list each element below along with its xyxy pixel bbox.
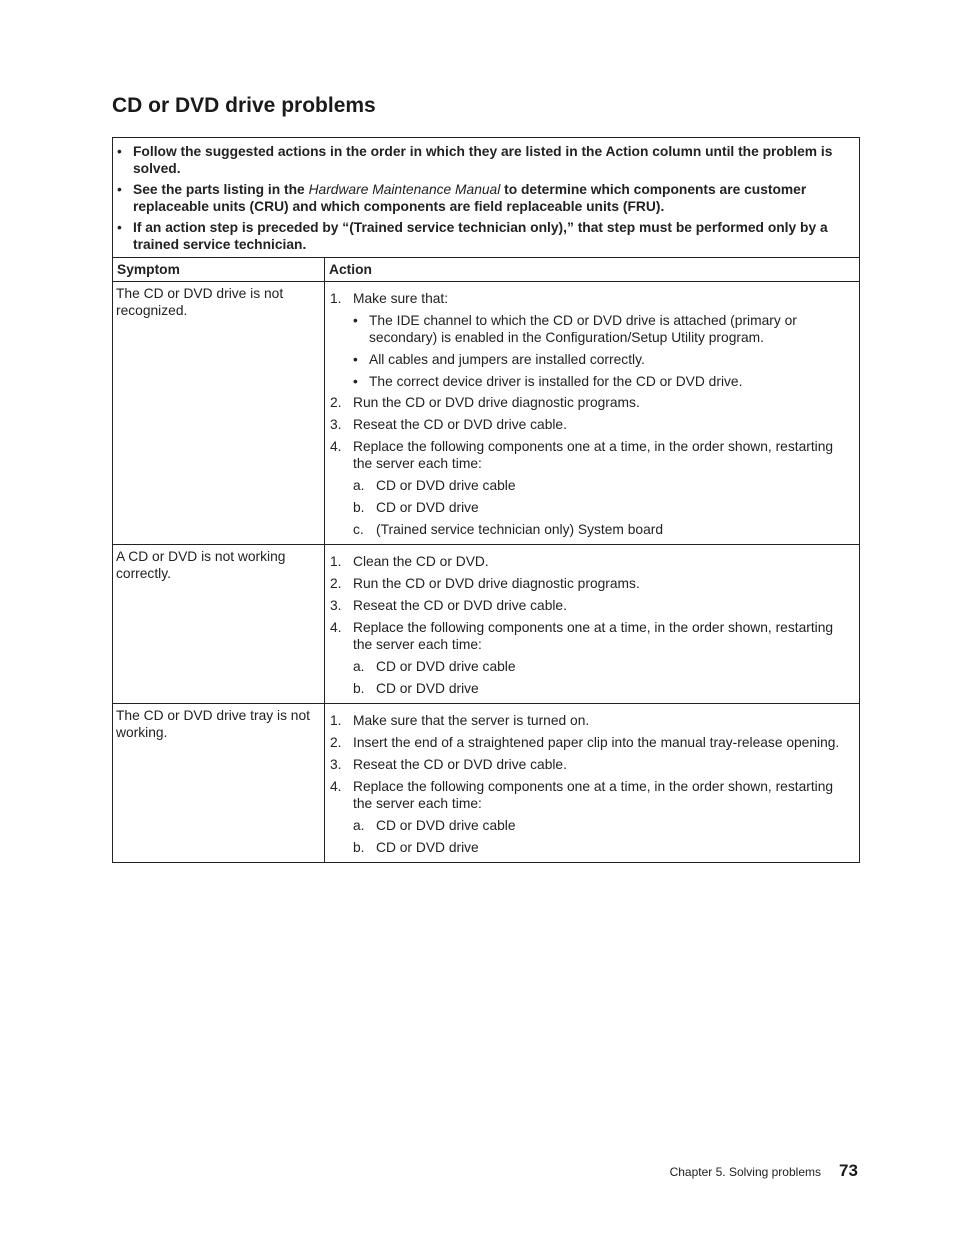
notes-cell <box>113 138 860 258</box>
action-cell <box>325 282 860 545</box>
sub-text: CD or DVD drive cable <box>376 817 516 833</box>
step-number: 4. <box>330 438 342 454</box>
step-number: 3. <box>330 417 342 433</box>
action-step <box>330 575 851 592</box>
note-text: If an action step is preceded by “(Trained service technician only),” that step must be performed only by a trained service technician. <box>133 220 828 252</box>
bullet-item <box>353 373 851 390</box>
manual-title: Hardware Maintenance Manual <box>308 182 501 197</box>
sub-text: CD or DVD drive cable <box>376 477 516 493</box>
page-number: 73 <box>839 1161 858 1180</box>
bullet-text: All cables and jumpers are installed correctly. <box>369 351 645 367</box>
action-step <box>330 416 851 433</box>
table-row <box>113 704 860 863</box>
step-number: 2. <box>330 735 342 751</box>
action-header: Action <box>325 258 860 282</box>
table-row <box>113 282 860 545</box>
symptom-cell: The CD or DVD drive is not recognized. <box>113 282 325 545</box>
step-text: Make sure that: <box>353 291 449 306</box>
step-text: Replace the following components one at a time, in the order shown, restarting the server each time: <box>353 778 834 811</box>
action-step <box>330 290 851 390</box>
action-step <box>330 712 851 729</box>
bullet: • <box>117 144 122 159</box>
step-text: Insert the end of a straightened paper clip into the manual tray-release opening. <box>353 735 840 751</box>
symptom-cell: The CD or DVD drive tray is not working. <box>113 704 325 863</box>
action-step <box>330 756 851 773</box>
action-step <box>330 597 851 614</box>
action-cell <box>325 704 860 863</box>
action-step <box>330 394 851 411</box>
sub-letter: b. <box>353 839 365 855</box>
sub-letter: a. <box>353 477 365 493</box>
sub-letter: a. <box>353 658 365 674</box>
sub-item <box>353 477 851 494</box>
action-cell <box>325 545 860 704</box>
action-step <box>330 778 851 856</box>
step-text: Replace the following components one at a time, in the order shown, restarting the server each time: <box>353 438 834 471</box>
symptom-header: Symptom <box>113 258 325 282</box>
sub-list <box>353 817 851 856</box>
footer-chapter: Chapter 5. Solving problems <box>669 1165 821 1179</box>
sub-item <box>353 658 851 675</box>
bullet-list <box>353 312 851 390</box>
note-item <box>117 219 852 253</box>
bullet-text: The correct device driver is installed for the CD or DVD drive. <box>369 373 743 389</box>
step-number: 2. <box>330 395 342 411</box>
sub-item <box>353 839 851 856</box>
symptom-cell: A CD or DVD is not working correctly. <box>113 545 325 704</box>
step-number: 1. <box>330 554 342 570</box>
sub-item <box>353 817 851 834</box>
step-number: 1. <box>330 713 342 729</box>
step-number: 4. <box>330 619 342 635</box>
sub-letter: b. <box>353 499 365 515</box>
step-text: Reseat the CD or DVD drive cable. <box>353 597 567 613</box>
page-title: CD or DVD drive problems <box>112 94 376 117</box>
sub-item <box>353 680 851 697</box>
table-row <box>113 545 860 704</box>
note-text: Follow the suggested actions in the order in which they are listed in the Action column until the problem is solved. <box>133 144 833 176</box>
sub-text: CD or DVD drive <box>376 499 479 515</box>
bullet-item <box>353 351 851 368</box>
sub-letter: a. <box>353 817 365 833</box>
step-number: 3. <box>330 597 342 613</box>
step-number: 2. <box>330 576 342 592</box>
sub-letter: c. <box>353 521 364 537</box>
step-text: Reseat the CD or DVD drive cable. <box>353 417 567 433</box>
step-text: Run the CD or DVD drive diagnostic programs. <box>353 576 640 592</box>
sub-list <box>353 477 851 538</box>
note-item <box>117 181 852 215</box>
note-item <box>117 143 852 177</box>
header-row <box>113 258 860 282</box>
step-number: 1. <box>330 291 342 306</box>
sub-text: CD or DVD drive <box>376 839 479 855</box>
step-text: Reseat the CD or DVD drive cable. <box>353 756 567 772</box>
sub-item <box>353 521 851 538</box>
sub-letter: b. <box>353 680 365 696</box>
sub-text: (Trained service technician only) System board <box>376 521 664 537</box>
sub-list <box>353 658 851 697</box>
sub-text: CD or DVD drive <box>376 680 479 696</box>
step-text: Make sure that the server is turned on. <box>353 713 590 729</box>
bullet: • <box>353 373 358 389</box>
bullet: • <box>353 351 358 367</box>
note-text: to determine which components are customer replaceable units (CRU) and which components are field replaceable units (FRU). <box>133 182 807 214</box>
bullet: • <box>117 182 122 197</box>
note-text: See the parts listing in the <box>133 182 309 197</box>
bullet-item <box>353 312 851 346</box>
problem-table <box>112 137 860 863</box>
bullet: • <box>353 313 358 328</box>
bullet: • <box>117 220 122 235</box>
step-text: Run the CD or DVD drive diagnostic programs. <box>353 395 640 411</box>
action-step <box>330 734 851 751</box>
action-step <box>330 438 851 538</box>
bullet-text: The IDE channel to which the CD or DVD drive is attached (primary or secondary) is enabled in the Configuration/Setup Utility program. <box>369 313 797 345</box>
sub-item <box>353 499 851 516</box>
action-step <box>330 619 851 697</box>
step-text: Replace the following components one at a time, in the order shown, restarting the server each time: <box>353 619 834 652</box>
step-text: Clean the CD or DVD. <box>353 554 489 570</box>
step-number: 3. <box>330 756 342 772</box>
step-number: 4. <box>330 778 342 794</box>
sub-text: CD or DVD drive cable <box>376 658 516 674</box>
notes-row <box>113 138 860 258</box>
action-step <box>330 553 851 570</box>
